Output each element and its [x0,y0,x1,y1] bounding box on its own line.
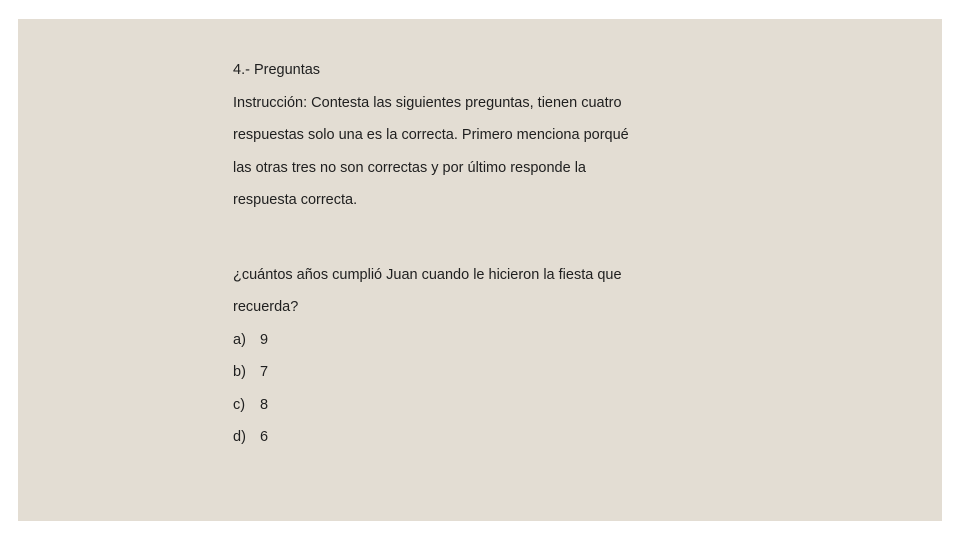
instruction-line: Instrucción: Contesta las siguientes preguntas, tienen cuatro [233,94,622,111]
option-letter: d) [233,429,246,445]
instruction-line: respuestas solo una es la correcta. Primero menciona porqué [233,127,629,143]
slide-content [233,54,703,454]
option-b [233,356,703,389]
option-letter: b) [233,364,246,380]
option-value: 7 [260,364,269,380]
question-line: recuerda? [233,299,299,315]
option-value: 9 [260,331,269,348]
option-value: 6 [260,429,269,445]
instruction-line: respuesta correcta. [233,192,358,208]
option-letter: a) [233,331,246,348]
section-heading: 4.- Preguntas [233,62,321,78]
option-d [233,421,703,454]
option-value: 8 [260,396,269,413]
option-letter: c) [233,396,246,413]
instruction-line: las otras tres no son correctas y por último responde la [233,159,586,176]
option-c [233,389,703,422]
spacer [233,217,703,259]
question-line: ¿cuántos años cumplió Juan cuando le hicieron la fiesta que [233,266,622,283]
option-a [233,324,703,357]
